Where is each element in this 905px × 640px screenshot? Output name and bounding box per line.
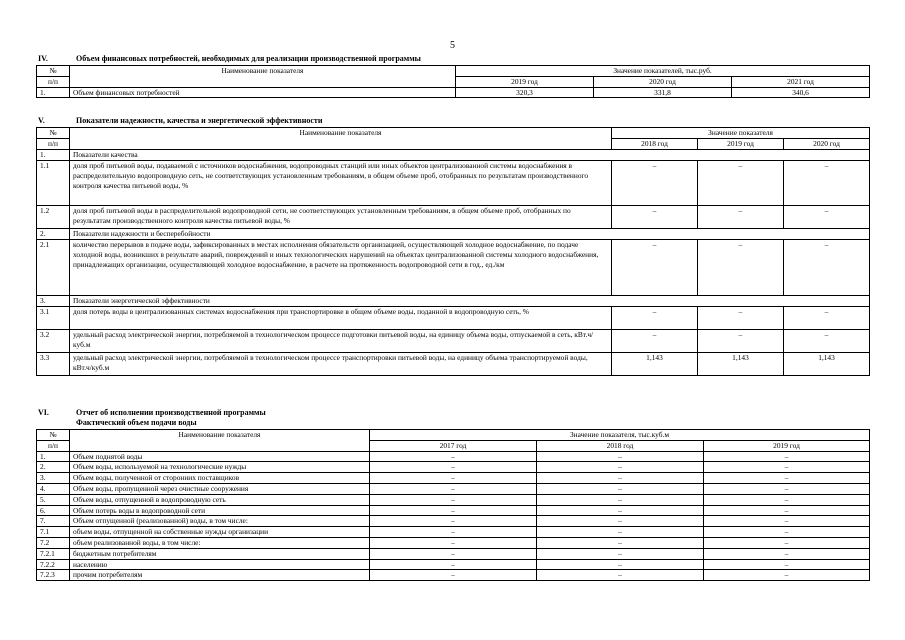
row-name: Показатели качества — [70, 150, 870, 161]
row-name: Объем поднятой воды — [70, 451, 370, 462]
row-value: – — [704, 494, 870, 505]
col-value-header: Значение показателя — [612, 128, 870, 139]
table-row — [37, 559, 870, 570]
section-6-heading — [36, 408, 266, 417]
row-value: – — [537, 494, 704, 505]
table-row — [37, 462, 870, 473]
row-number: 1.1 — [37, 161, 70, 206]
row-value: – — [537, 473, 704, 484]
row-name: Объем воды, используемой на технологические нужды — [70, 462, 370, 473]
row-value: – — [537, 548, 704, 559]
row-value: – — [784, 206, 870, 229]
row-number: 3. — [37, 296, 70, 307]
row-value: – — [784, 161, 870, 206]
row-value: – — [704, 527, 870, 538]
row-value: – — [698, 330, 784, 353]
row-value: 1,143 — [698, 353, 784, 376]
row-value: – — [370, 494, 537, 505]
table-row — [37, 473, 870, 484]
row-value: – — [698, 240, 784, 296]
row-name: количество перерывов в подаче воды, зафиксированных в местах исполнения обязательств организацией, осуществляющей холодное водоснабжение, по подаче холодной воды, возникших в результате аварий, повреждений и иных технологических нарушений на объектах централизованной системы холодного водоснабжения, принадлежащих организации, осуществляющей холодное водоснабжение, в расчете на протяженность водопроводной сети в год., ед./км — [70, 240, 612, 296]
year-header: 2019 год — [698, 139, 784, 150]
row-name: Объем воды, пропущенной через очистные сооружения — [70, 483, 370, 494]
page-number: 5 — [450, 40, 455, 51]
row-number: 1.2 — [37, 206, 70, 229]
row-value: – — [704, 451, 870, 462]
section-5-heading — [36, 116, 322, 125]
row-name: Объем воды, полученной от сторонних поставщиков — [70, 473, 370, 484]
row-name: доля потерь воды в централизованных системах водоснабжения при транспортировке в общем объеме воды, поданной в водопроводную сеть, % — [70, 307, 612, 330]
row-value: – — [698, 161, 784, 206]
row-value: – — [612, 206, 698, 229]
row-number: 1. — [37, 451, 70, 462]
table-row — [37, 87, 870, 98]
row-value: – — [370, 483, 537, 494]
year-header: 2020 год — [784, 139, 870, 150]
row-number: 3.3 — [37, 353, 70, 376]
row-value: – — [704, 505, 870, 516]
row-value: – — [698, 206, 784, 229]
row-value: 1,143 — [612, 353, 698, 376]
section-6-number: VI. — [38, 408, 49, 417]
col-value-header: Значение показателей, тыс.руб. — [456, 66, 870, 77]
row-number: 2. — [37, 462, 70, 473]
table-row — [37, 240, 870, 296]
row-value: – — [784, 307, 870, 330]
row-number: 5. — [37, 494, 70, 505]
row-number: 7.1 — [37, 527, 70, 538]
table-row — [37, 307, 870, 330]
row-value: 1,143 — [784, 353, 870, 376]
table-row — [37, 353, 870, 376]
row-value: – — [370, 527, 537, 538]
row-name: доля проб питьевой воды, подаваемой с источников водоснабжения, водопроводных станций или иных объектов централизованной системы водоснабжения в распределительную водопроводную сеть, не соответствующих установленным требованиям, в общем объеме проб, отобранных по результатам производственного контроля качества питьевой воды, % — [70, 161, 612, 206]
row-name: удельный расход электрической энергии, потребляемой в технологическом процессе подготовки питьевой воды, на единицу объема воды, отпускаемой в сеть, кВт.ч/куб.м — [70, 330, 612, 353]
table-row — [37, 161, 870, 206]
row-number: 7. — [37, 516, 70, 527]
row-value: – — [698, 307, 784, 330]
row-value: – — [704, 559, 870, 570]
row-number: 2. — [37, 229, 70, 240]
row-value: – — [370, 462, 537, 473]
row-value: – — [537, 451, 704, 462]
row-value: – — [370, 559, 537, 570]
row-number: 3.2 — [37, 330, 70, 353]
row-number: 7.2 — [37, 537, 70, 548]
year-header: 2019 год — [704, 440, 870, 451]
col-name-header: Наименование показателя — [70, 66, 456, 88]
col-no-header: № — [37, 128, 70, 139]
row-value: – — [537, 537, 704, 548]
row-value: – — [612, 161, 698, 206]
row-number: 3.1 — [37, 307, 70, 330]
section-4-heading — [36, 54, 421, 63]
table-row — [37, 527, 870, 538]
row-number: 1. — [37, 150, 70, 161]
row-name: удельный расход электрической энергии, потребляемой в технологическом процессе транспортировки питьевой воды, на единицу объема транспортируемой воды, кВт.ч/куб.м — [70, 353, 612, 376]
row-value: – — [704, 483, 870, 494]
row-value: – — [370, 537, 537, 548]
row-value: – — [704, 570, 870, 581]
row-value: – — [537, 505, 704, 516]
row-value: 320,3 — [456, 87, 594, 98]
table-row — [37, 570, 870, 581]
table-row — [37, 505, 870, 516]
row-value: – — [784, 240, 870, 296]
row-value: – — [704, 473, 870, 484]
row-value: – — [370, 505, 537, 516]
year-header: 2017 год — [370, 440, 537, 451]
year-header: 2019 год — [456, 76, 594, 87]
year-header: 2018 год — [537, 440, 704, 451]
row-name: бюджетным потребителям — [70, 548, 370, 559]
section-4-number: IV. — [38, 54, 48, 63]
row-name: доля проб питьевой воды в распределительной водопроводной сети, не соответствующих установленным требованиям, в общем объеме проб, отобранных по результатам производственного контроля качества питьевой воды, % — [70, 206, 612, 229]
row-value: – — [370, 451, 537, 462]
row-name: Объем воды, отпущенной в водопроводную сеть — [70, 494, 370, 505]
year-header: 2021 год — [732, 76, 870, 87]
row-value: – — [370, 516, 537, 527]
year-header: 2018 год — [612, 139, 698, 150]
row-value: 331,8 — [594, 87, 732, 98]
row-number: 3. — [37, 473, 70, 484]
col-name-header: Наименование показателя — [70, 128, 612, 150]
col-no-sub-header: п/п — [37, 76, 70, 87]
row-number: 1. — [37, 87, 70, 98]
table-row — [37, 206, 870, 229]
row-value: – — [704, 548, 870, 559]
row-value: – — [537, 462, 704, 473]
row-value: – — [537, 516, 704, 527]
row-number: 7.2.3 — [37, 570, 70, 581]
row-value: – — [537, 527, 704, 538]
section-6-title: Отчет об исполнении производственной программы — [76, 408, 266, 417]
row-name: объем реализованной воды, в том числе: — [70, 537, 370, 548]
table-row — [37, 330, 870, 353]
row-number: 2.1 — [37, 240, 70, 296]
row-number: 4. — [37, 483, 70, 494]
table-row — [37, 548, 870, 559]
row-name: Объем финансовых потребностей — [70, 87, 456, 98]
table-row — [37, 494, 870, 505]
col-no-header: № — [37, 66, 70, 77]
row-name: Показатели надежности и бесперебойности — [70, 229, 870, 240]
group-row — [37, 150, 870, 161]
row-value: – — [537, 559, 704, 570]
group-row — [37, 296, 870, 307]
table-row — [37, 537, 870, 548]
row-name: Объем потерь воды в водопроводной сети — [70, 505, 370, 516]
section-4-table — [36, 65, 870, 98]
col-no-sub-header: п/п — [37, 139, 70, 150]
row-value: – — [370, 473, 537, 484]
section-5-table — [36, 127, 870, 376]
col-no-sub-header: п/п — [37, 440, 70, 451]
row-value: – — [704, 516, 870, 527]
row-name: Объем отпущенной (реализованной) воды, в том числе: — [70, 516, 370, 527]
col-value-header: Значение показателя, тыс.куб.м — [370, 430, 870, 441]
section-5-number: V. — [38, 116, 45, 125]
group-row — [37, 229, 870, 240]
table-row — [37, 516, 870, 527]
row-value: – — [370, 548, 537, 559]
row-value: 340,6 — [732, 87, 870, 98]
row-value: – — [612, 330, 698, 353]
row-value: – — [704, 462, 870, 473]
year-header: 2020 год — [594, 76, 732, 87]
row-value: – — [537, 483, 704, 494]
section-4-title: Объем финансовых потребностей, необходимых для реализации производственной программы — [76, 54, 421, 63]
row-name: объем воды, отпущенной на собственные нужды организации — [70, 527, 370, 538]
row-value: – — [612, 307, 698, 330]
row-number: 6. — [37, 505, 70, 516]
table-row — [37, 451, 870, 462]
table-row — [37, 483, 870, 494]
row-name: населению — [70, 559, 370, 570]
row-value: – — [704, 537, 870, 548]
row-number: 7.2.1 — [37, 548, 70, 559]
section-6-table — [36, 429, 870, 581]
row-value: – — [370, 570, 537, 581]
col-name-header: Наименование показателя — [70, 430, 370, 452]
row-name: Показатели энергетической эффективности — [70, 296, 870, 307]
row-number: 7.2.2 — [37, 559, 70, 570]
section-5-title: Показатели надежности, качества и энергетической эффективности — [76, 116, 323, 125]
row-value: – — [784, 330, 870, 353]
row-name: прочим потребителям — [70, 570, 370, 581]
row-value: – — [612, 240, 698, 296]
col-no-header: № — [37, 430, 70, 441]
section-6-subtitle: Фактический объем подачи воды — [76, 418, 197, 427]
row-value: – — [537, 570, 704, 581]
